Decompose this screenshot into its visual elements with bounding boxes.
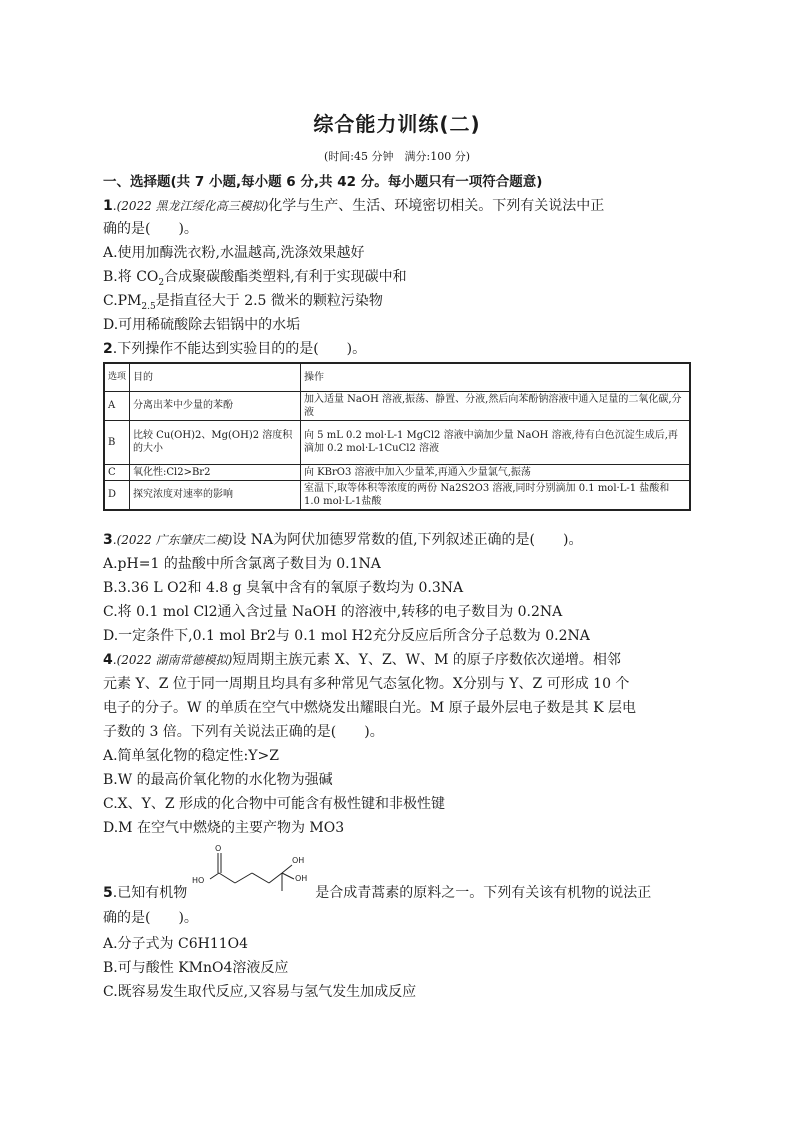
q1-option-a: A.使用加酶洗衣粉,水温越高,洗涤效果越好 [103,245,365,261]
q1-option-b: B.将 $CO_2$合成聚碳酸酯类塑料,有利于实现碳中和 [103,269,407,288]
question-4-stem-cont: 电子的分子。W 的单质在空气中燃烧发出耀眼白光。M 原子最外层电子数是其 K 层电 [103,700,636,716]
question-1-stem-cont: 确的是( )。 [103,221,198,237]
question-1-stem: 1.(2022 黑龙江绥化高三模拟)化学与生产、生活、环境密切相关。下列有关说法中正 [103,198,605,214]
mol-label-oh-2: OH [295,874,308,883]
question-4-stem-cont: 元素 Y、Z 位于同一周期且均具有多种常见气态氢化物。X分别与 Y、Z 可形成 10 个 [103,676,630,692]
experiment-table [103,362,691,511]
q5-option-c: C.既容易发生取代反应,又容易与氢气发生加成反应 [103,984,417,1000]
question-3-stem: 3.(2022 广东肇庆二模)设 NA为阿伏加德罗常数的值,下列叙述正确的是( )。 [103,532,583,548]
mol-label-o: O [215,844,222,853]
q3-option-d: D.一定条件下,0.1 mol Br2与 0.1 mol H2充分反应后所含分子总数为 0.2NA [103,628,590,644]
table-row: C 氧化性:Cl2>Br2 向 KBrO3 溶液中加入少量苯,再通入少量氯气,振荡 [104,464,690,480]
q5-option-b: B.可与酸性 KMnO4溶液反应 [103,960,289,976]
question-5-stem-cont: 确的是( )。 [103,910,198,926]
question-4-stem: 4.(2022 湖南常德模拟)短周期主族元素 X、Y、Z、W、M 的原子序数依次递增。相邻 [103,652,621,668]
table-header-purpose: 目的 [130,363,301,391]
q4-option-b: B.W 的最高价氧化物的水化物为强碱 [103,772,333,788]
question-5-stem: 5.已知有机物 是合成青蒿素的原料之一。下列有关该有机物的说法正 [103,885,652,901]
q4-option-a: A.简单氢化物的稳定性:Y>Z [103,748,279,764]
q4-option-c: C.X、Y、Z 形成的化合物中可能含有极性键和非极性键 [103,796,446,812]
table-row: D 探究浓度对速率的影响 室温下,取等体积等浓度的两份 Na2S2O3 溶液,同时分别滴加 0.1 mol·L-1 盐酸和 1.0 mol·L-1盐酸 [104,480,690,510]
mol-label-oh-1: OH [292,856,305,865]
exam-info: (时间:45 分钟 满分:100 分) [324,150,470,163]
question-4-stem-cont: 子数的 3 倍。下列有关说法正确的是( )。 [103,724,384,740]
mol-label-ho: HO [192,876,205,885]
question-2-stem: 2.下列操作不能达到实验目的的是( )。 [103,341,367,357]
table-header-operation: 操作 [301,363,691,391]
table-row: B 比较 Cu(OH)2、Mg(OH)2 溶度积的大小 向 5 mL 0.2 mol·L-1 MgCl2 溶液中滴加少量 NaOH 溶液,待有白色沉淀生成后,再滴加 0.2 mol·L-1CuCl2 溶液 [104,420,690,464]
q1-option-d: D.可用稀硫酸除去铝锅中的水垢 [103,317,301,333]
q3-option-b: B.3.36 L O2和 4.8 g 臭氧中含有的氧原子数均为 0.3NA [103,580,464,596]
q3-option-c: C.将 0.1 mol Cl2通入含过量 NaOH 的溶液中,转移的电子数目为 0.2NA [103,604,563,620]
section-heading: 一、选择题(共 7 小题,每小题 6 分,共 42 分。每小题只有一项符合题意) [103,174,543,190]
q3-option-a: A.pH=1 的盐酸中所含氯离子数目为 0.1NA [103,556,381,572]
page-title: 综合能力训练(二) [313,112,481,136]
q4-option-d: D.M 在空气中燃烧的主要产物为 MO3 [103,820,345,836]
table-row: A 分离出苯中少量的苯酚 加入适量 NaOH 溶液,振荡、静置、分液,然后向苯酚钠溶液中通入足量的二氧化碳,分液 [104,391,690,420]
organic-molecule-structure [190,843,315,893]
table-header-option: 选项 [104,363,130,391]
q5-option-a: A.分子式为 C6H11O4 [103,936,249,952]
q1-option-c: $C.PM_{2.5}$是指直径大于 2.5 微米的颗粒污染物 [103,293,383,312]
